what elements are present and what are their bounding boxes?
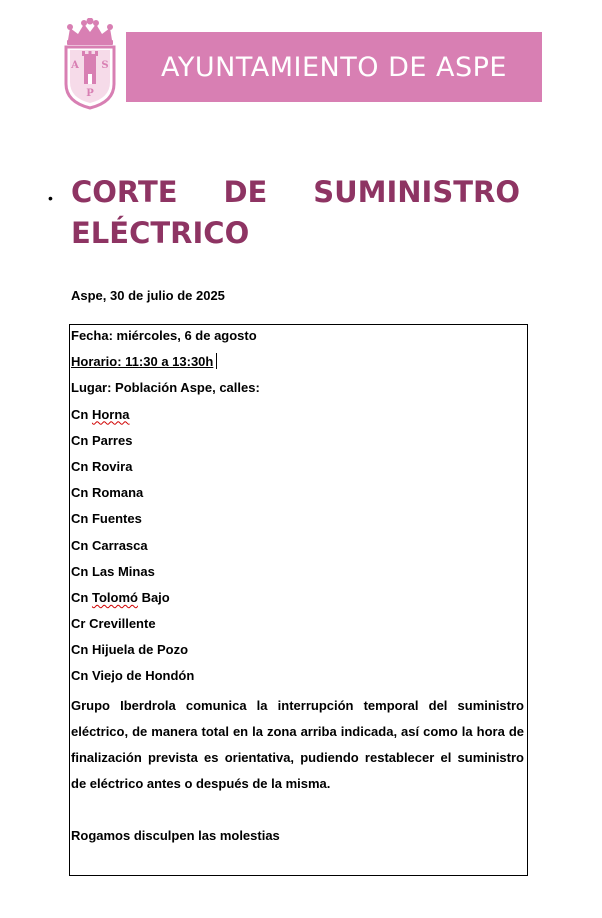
- notice-title: [48, 172, 520, 254]
- street-name: Rovira: [91, 458, 133, 474]
- notice-content: [71, 326, 524, 849]
- notice-paragraph: Grupo Iberdrola comunica la interrupción temporal del suministro eléctrico, de manera total en la zona arriba indicada, así como la hora de finalización prevista es orientativa, pudiendo restablecer el suministro de eléctrico antes o después de la misma.: [71, 697, 524, 792]
- closing-line: Rogamos disculpen las molestias: [71, 828, 280, 844]
- street-name: Viejo de Hondón: [91, 668, 195, 684]
- header: [60, 18, 542, 110]
- text-cursor: [216, 353, 217, 369]
- street-item: Cn Tolomó Bajo: [71, 589, 170, 605]
- street-name: Carrasca: [91, 537, 148, 553]
- title-line-1: [71, 172, 520, 213]
- notice-box: [69, 324, 528, 876]
- title-word-de: DE: [223, 175, 268, 209]
- lugar-line: Lugar: Población Aspe, calles:: [71, 380, 260, 396]
- street-name: Horna: [91, 406, 130, 422]
- street-item: Cn Las Minas: [71, 563, 155, 579]
- crest-letter-s: S: [101, 60, 109, 71]
- street-name: Hijuela de Pozo: [91, 642, 189, 658]
- street-item: Cn Viejo de Hondón: [71, 668, 195, 684]
- street-name: Fuentes: [91, 511, 142, 527]
- street-name: Tolomó Bajo: [91, 589, 170, 605]
- street-item: Cn Rovira: [71, 458, 133, 474]
- horario-line: [71, 352, 524, 378]
- date-line: Aspe, 30 de julio de 2025: [71, 288, 225, 303]
- title-word-corte: CORTE: [71, 175, 178, 209]
- street-name: Crevillente: [89, 616, 156, 632]
- crest-letter-p: P: [86, 88, 94, 99]
- street-name: Las Minas: [91, 563, 155, 579]
- street-name: Romana: [91, 485, 144, 501]
- street-item: Cn Fuentes: [71, 511, 142, 527]
- banner-text: AYUNTAMIENTO DE ASPE: [161, 51, 507, 83]
- crest-letter-a: A: [71, 60, 79, 71]
- street-item: Cn Romana: [71, 485, 144, 501]
- bullet-icon: •: [48, 190, 53, 206]
- horario-text: Horario: 11:30 a 13:30h: [71, 354, 214, 370]
- title-banner: [126, 32, 542, 102]
- street-item: Cn Horna: [71, 406, 130, 422]
- street-item: Cr Crevillente: [71, 616, 156, 632]
- street-item: Cn Hijuela de Pozo: [71, 642, 189, 658]
- street-name: Parres: [91, 432, 133, 448]
- street-item: Cn Carrasca: [71, 537, 148, 553]
- title-word-suministro: SUMINISTRO: [313, 175, 520, 209]
- street-item: Cn Parres: [71, 432, 133, 448]
- fecha-line: Fecha: miércoles, 6 de agosto: [71, 328, 257, 343]
- title-line-2: ELÉCTRICO: [71, 216, 250, 250]
- aspe-crest-icon: [60, 18, 120, 110]
